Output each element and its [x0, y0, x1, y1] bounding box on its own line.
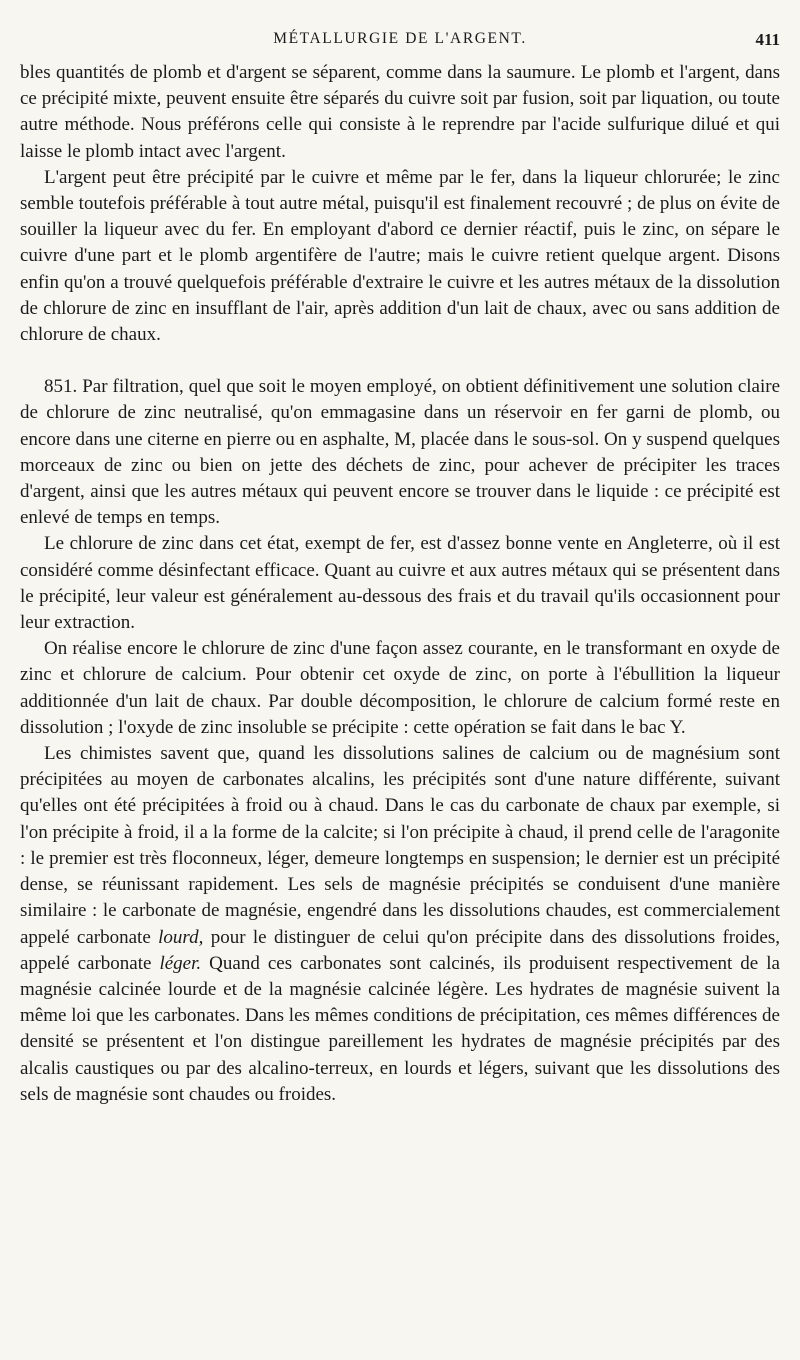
paragraph-zinc-chloride-sale: Le chlorure de zinc dans cet état, exempt de fer, est d'assez bonne vente en Angleterre, où il est considéré comme désinfectant efficace. Quant au cuivre et aux autres métaux qui se présentent dans le précipité, leur valeur est généralement au-dessous des frais et du travail qu'ils occasionnent pour leur extraction.: [20, 533, 780, 634]
book-page: [20, 30, 780, 1340]
body-text: [20, 60, 780, 1108]
italic-term-leger: léger.: [159, 952, 202, 974]
running-head: [20, 30, 780, 60]
paragraph-continuation: bles quantités de plomb et d'argent se séparent, comme dans la saumure. Le plomb et l'argent, dans ce précipité mixte, peuvent ensuite être séparés du cuivre soit par fusion, soit par liquation, ou toute autre méthode. Nous préférons celle qui consiste à le reprendre par l'acide sulfurique dilué et qui laisse le plomb intact avec l'argent.: [20, 62, 780, 162]
carbonates-text-part-2: pour le distinguer de celui qu'on précipite dans des dissolutions froides, appelé carbonate: [20, 926, 780, 974]
carbonates-text-part-3: Quand ces carbonates sont calcinés, ils produisent respectivement de la magnésie calcinée lourde et de la magnésie calcinée légère. Les hydrates de magnésie suivent la même loi que les carbonates. Dans les mêmes conditions de précipitation, ces mêmes différences de densité se présentent et l'on distingue pareillement les hydrates de magnésie précipités par des alcalis caustiques ou par des alcalino-terreux, en lourds et légers, suivant que les dissolutions des sels de magnésie sont chaudes ou froides.: [20, 952, 780, 1105]
section-gap: [20, 348, 780, 374]
paragraph-silver-precipitation: L'argent peut être précipité par le cuivre et même par le fer, dans la liqueur chlorurée; le zinc semble toutefois préférable à tout autre métal, puisqu'il est finalement recouvré ; de plus on évite de souiller la liqueur avec du fer. En employant d'abord ce dernier réactif, puis le zinc, on sépare le cuivre d'une part et le plomb argentifère de l'autre; mais le cuivre retient quelque argent. Disons enfin qu'on a trouvé quelquefois préférable d'extraire le cuivre et les autres métaux de la dissolution de chlorure de zinc en insufflant de l'air, après addition d'un lait de chaux, avec ou sans addition de chlorure de chaux.: [20, 166, 780, 346]
running-title: MÉTALLURGIE DE L'ARGENT.: [273, 30, 527, 47]
italic-term-lourd: lourd,: [158, 926, 204, 948]
carbonates-text-part-1: Les chimistes savent que, quand les dissolutions salines de calcium ou de magnésium sont précipitées au moyen de carbonates alcalins, les précipités sont d'une nature différente, suivant qu'elles ont été précipitées à froid ou à chaud. Dans le cas du carbonate de chaux par exemple, si l'on précipite à froid, il a la forme de la calcite; si l'on précipite à chaud, il prend celle de l'aragonite : le premier est très floconneux, léger, demeure longtemps en suspension; le dernier est un précipité dense, se réunissant rapidement. Les sels de magnésie précipités se conduisent d'une manière similaire : le carbonate de magnésie, engendré dans les dissolutions chaudes, est commercialement appelé carbonate: [20, 743, 780, 948]
paragraph-zinc-oxide: On réalise encore le chlorure de zinc d'une façon assez courante, en le transformant en oxyde de zinc et chlorure de calcium. Pour obtenir cet oxyde de zinc, on porte à l'ébullition la liqueur additionnée d'un lait de chaux. Par double décomposition, le chlorure de calcium formé reste en dissolution ; l'oxyde de zinc insoluble se précipite : cette opération se fait dans le bac Y.: [20, 638, 780, 738]
paragraph-section-851: 851. Par filtration, quel que soit le moyen employé, on obtient définitivement une solution claire de chlorure de zinc neutralisé, qu'on emmagasine dans un réservoir en fer garni de plomb, ou encore dans une citerne en pierre ou en asphalte, M, placée dans le sous-sol. On y suspend quelques morceaux de zinc ou bien on jette des déchets de zinc, pour achever de précipiter les traces d'argent, ainsi que les autres métaux qui peuvent encore se trouver dans le liquide : ce précipité est enlevé de temps en temps.: [20, 376, 780, 529]
page-number: 411: [755, 30, 780, 49]
paragraph-carbonates: [20, 741, 780, 1108]
